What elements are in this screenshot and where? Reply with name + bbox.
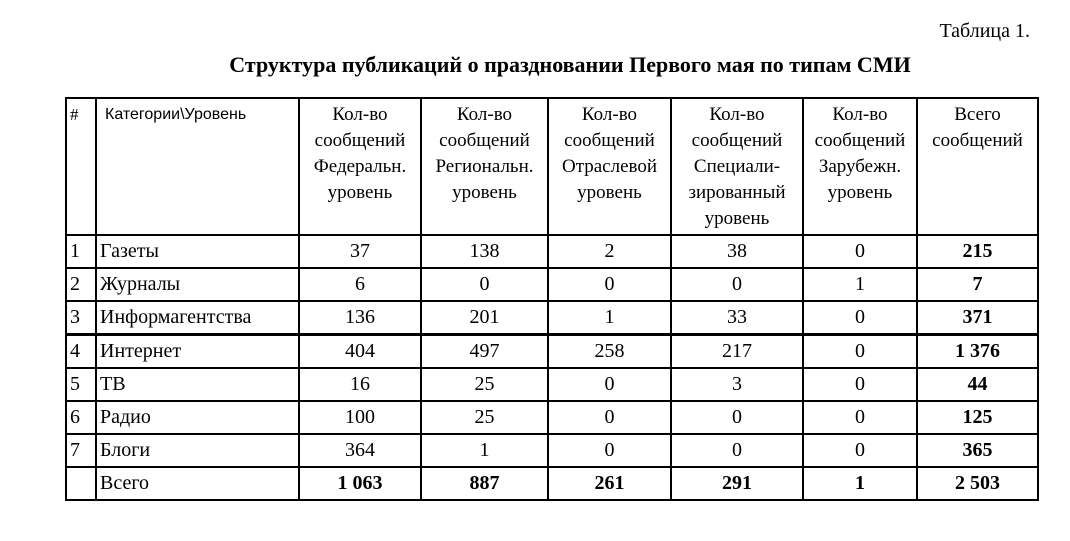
cell-federal: 404 (299, 335, 421, 369)
cell-regional: 201 (421, 301, 548, 335)
row-number: 6 (66, 401, 96, 434)
header-line: сообщений (932, 130, 1023, 151)
cell-total: 371 (917, 301, 1038, 335)
header-line: Всего (954, 104, 1001, 125)
table-row-newspapers (66, 235, 1038, 268)
cell-foreign: 0 (803, 301, 917, 335)
header-line: Кол-во (332, 104, 388, 125)
cell-specialized: 291 (671, 467, 803, 500)
publications-table (65, 97, 1039, 501)
row-number: 2 (66, 268, 96, 301)
cell-total: 215 (917, 235, 1038, 268)
header-line: Кол-во (709, 104, 765, 125)
cell-industry: 0 (548, 434, 671, 467)
cell-regional: 1 (421, 434, 548, 467)
cell-foreign: 0 (803, 368, 917, 401)
header-line: Региональн. (435, 156, 534, 177)
cell-total: 125 (917, 401, 1038, 434)
cell-foreign: 1 (803, 268, 917, 301)
cell-industry: 0 (548, 268, 671, 301)
cell-industry: 1 (548, 301, 671, 335)
cell-regional: 887 (421, 467, 548, 500)
row-number (66, 467, 96, 500)
header-line: сообщений (314, 130, 406, 151)
cell-specialized: 217 (671, 335, 803, 369)
cell-federal: 136 (299, 301, 421, 335)
row-number: 7 (66, 434, 96, 467)
header-foreign (803, 98, 917, 235)
cell-industry: 0 (548, 368, 671, 401)
cell-total: 44 (917, 368, 1038, 401)
cell-regional: 25 (421, 368, 548, 401)
cell-specialized: 38 (671, 235, 803, 268)
cell-foreign: 0 (803, 401, 917, 434)
cell-specialized: 3 (671, 368, 803, 401)
cell-total: 1 376 (917, 335, 1038, 369)
cell-regional: 497 (421, 335, 548, 369)
table-number-label: Таблица 1. (939, 20, 1030, 42)
header-line: сообщений (439, 130, 530, 151)
header-number: # (66, 98, 96, 235)
row-category: ТВ (96, 368, 299, 401)
header-line: уровень (452, 182, 517, 203)
header-line: Кол-во (581, 104, 638, 125)
header-line: уровень (577, 182, 642, 203)
cell-industry: 261 (548, 467, 671, 500)
cell-federal: 6 (299, 268, 421, 301)
header-line: сообщений (814, 130, 906, 151)
header-line: сообщений (691, 130, 783, 151)
header-line: Специали- (693, 156, 781, 177)
cell-industry: 2 (548, 235, 671, 268)
table-row-blogs (66, 434, 1038, 467)
header-line: зированный (688, 182, 786, 203)
table-row-news-agencies (66, 301, 1038, 335)
header-row (66, 98, 1038, 235)
row-category: Журналы (96, 268, 299, 301)
cell-specialized: 0 (671, 434, 803, 467)
cell-industry: 258 (548, 335, 671, 369)
header-line: сообщений (564, 130, 655, 151)
header-line: уровень (827, 182, 893, 203)
header-line: Отраслевой (561, 156, 658, 177)
table-row-magazines (66, 268, 1038, 301)
header-regional (421, 98, 548, 235)
header-line: уровень (327, 182, 393, 203)
row-category: Радио (96, 401, 299, 434)
cell-foreign: 0 (803, 235, 917, 268)
header-line: Зарубежн. (818, 156, 902, 177)
row-category: Интернет (96, 335, 299, 369)
header-line: уровень (704, 208, 770, 229)
row-number: 5 (66, 368, 96, 401)
header-category: Категории\Уровень (96, 98, 299, 235)
cell-regional: 25 (421, 401, 548, 434)
header-line: Кол-во (456, 104, 513, 125)
cell-specialized: 33 (671, 301, 803, 335)
cell-specialized: 0 (671, 401, 803, 434)
cell-foreign: 0 (803, 335, 917, 369)
table-header (66, 98, 1038, 235)
row-category: Всего (96, 467, 299, 500)
table-row-internet (66, 335, 1038, 369)
cell-foreign: 0 (803, 434, 917, 467)
cell-federal: 100 (299, 401, 421, 434)
row-number: 1 (66, 235, 96, 268)
row-number: 3 (66, 301, 96, 335)
cell-industry: 0 (548, 401, 671, 434)
table-title: Структура публикаций о праздновании Первого мая по типам СМИ (229, 52, 911, 77)
cell-foreign: 1 (803, 467, 917, 500)
header-industry (548, 98, 671, 235)
header-total (917, 98, 1038, 235)
cell-federal: 37 (299, 235, 421, 268)
row-number: 4 (66, 335, 96, 369)
row-category: Информагентства (96, 301, 299, 335)
cell-regional: 138 (421, 235, 548, 268)
table-row-radio (66, 401, 1038, 434)
header-line: Кол-во (832, 104, 888, 125)
cell-total: 2 503 (917, 467, 1038, 500)
header-federal (299, 98, 421, 235)
cell-federal: 1 063 (299, 467, 421, 500)
cell-total: 7 (917, 268, 1038, 301)
header-specialized (671, 98, 803, 235)
cell-regional: 0 (421, 268, 548, 301)
table-row-tv (66, 368, 1038, 401)
cell-specialized: 0 (671, 268, 803, 301)
row-category: Блоги (96, 434, 299, 467)
row-category: Газеты (96, 235, 299, 268)
header-line: Федеральн. (313, 156, 407, 177)
cell-federal: 16 (299, 368, 421, 401)
cell-federal: 364 (299, 434, 421, 467)
cell-total: 365 (917, 434, 1038, 467)
table-row-total (66, 467, 1038, 500)
table-body (66, 235, 1038, 500)
